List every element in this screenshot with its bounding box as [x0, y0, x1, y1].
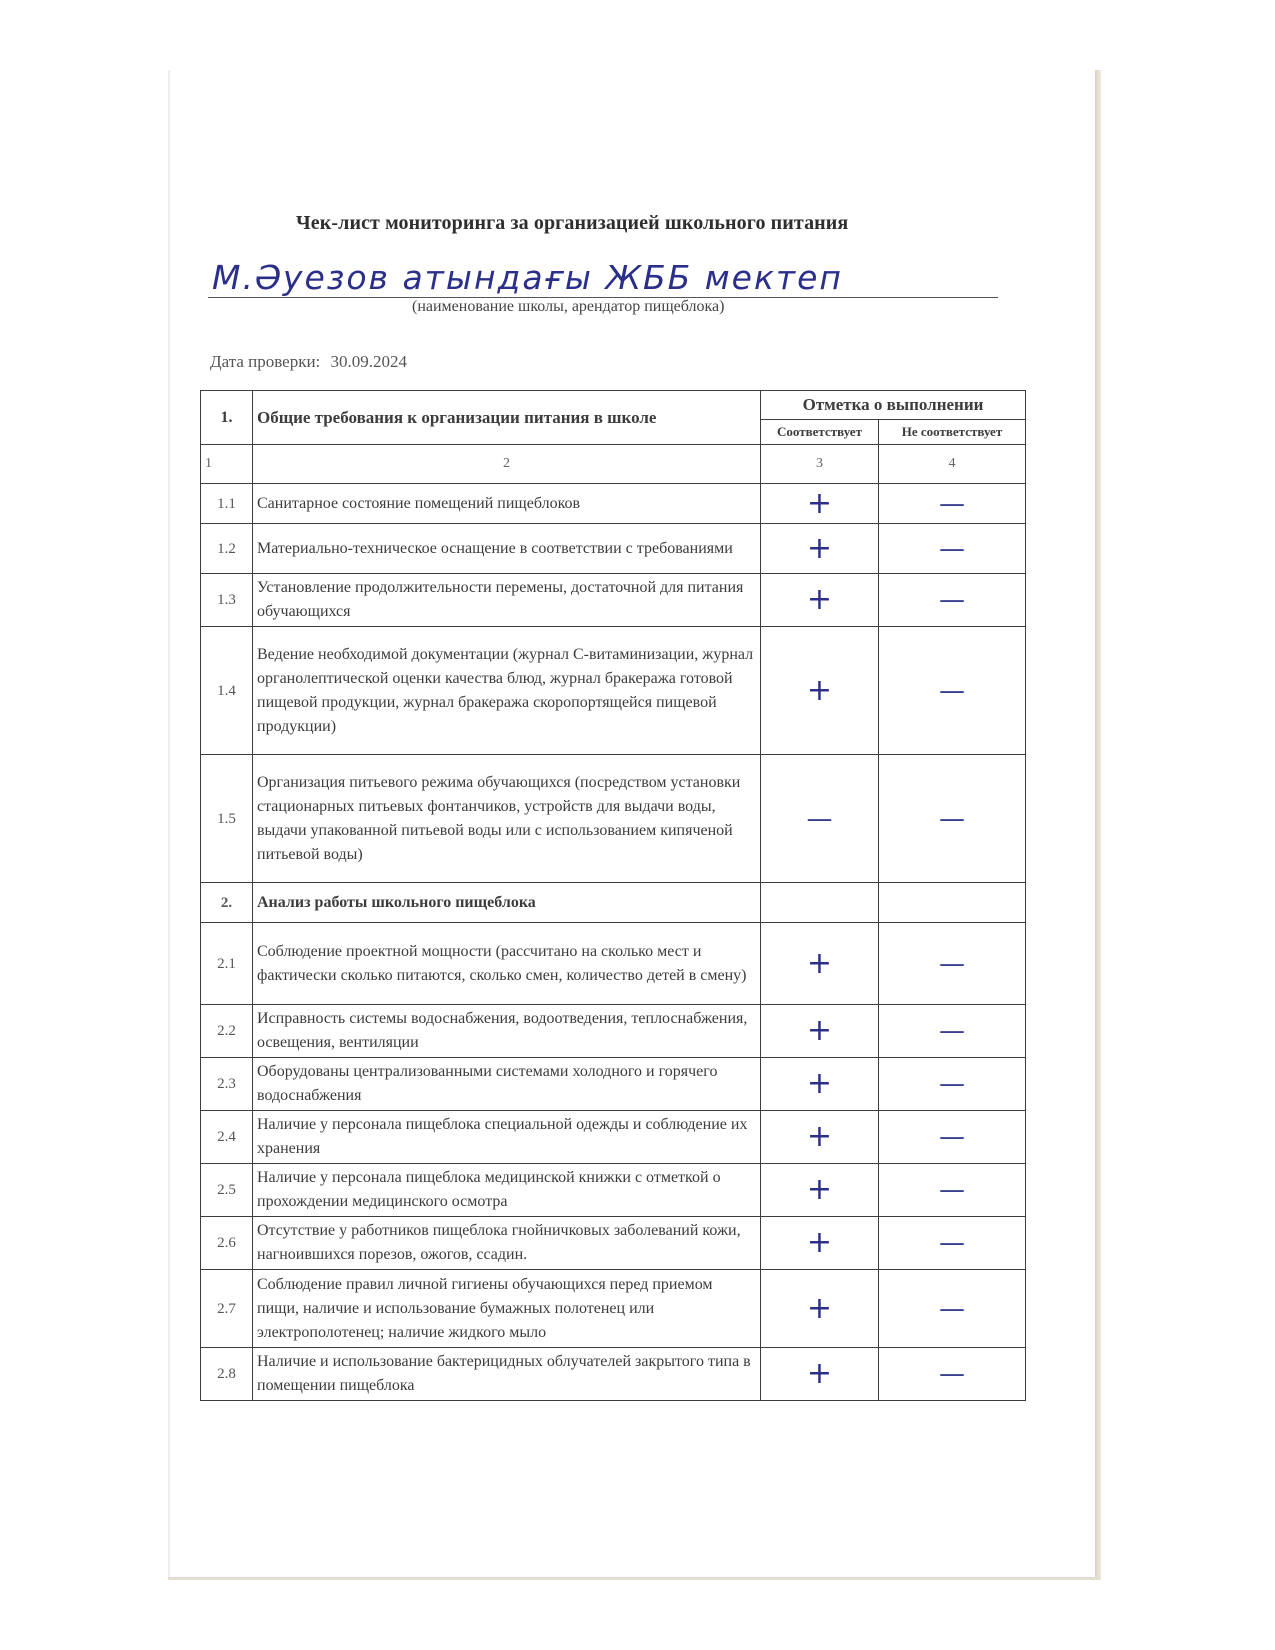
row-requirement: Материально-техническое оснащение в соответствии с требованиями — [253, 524, 761, 574]
not-complies-mark: — — [879, 923, 1026, 1005]
complies-mark: + — [761, 1270, 879, 1348]
not-complies-mark: — — [879, 1270, 1026, 1348]
row-number: 2.6 — [201, 1217, 253, 1270]
empty-cell — [879, 883, 1026, 923]
complies-header: Соответствует — [761, 420, 879, 445]
section-title: Общие требования к организации питания в школе — [253, 391, 761, 445]
row-number: 2.2 — [201, 1005, 253, 1058]
complies-mark: + — [761, 574, 879, 627]
scan-shadow-bottom — [168, 1577, 1098, 1580]
row-requirement: Установление продолжительности перемены, достаточной для питания обучающихся — [253, 574, 761, 627]
row-requirement: Отсутствие у работников пищеблока гнойничковых заболеваний кожи, нагноившихся порезов, ожогов, ссадин. — [253, 1217, 761, 1270]
column-number: 2 — [253, 445, 761, 484]
not-complies-mark: — — [879, 1348, 1026, 1401]
not-complies-mark: — — [879, 1217, 1026, 1270]
row-number: 2.1 — [201, 923, 253, 1005]
table-row — [201, 1164, 1026, 1217]
row-number: 2.4 — [201, 1111, 253, 1164]
table-row — [201, 1005, 1026, 1058]
row-number: 1.5 — [201, 755, 253, 883]
inspection-date — [210, 352, 407, 372]
row-requirement: Санитарное состояние помещений пищеблоков — [253, 484, 761, 524]
school-name-handwritten: М.Әуезов атындағы ЖББ мектеп — [212, 258, 844, 297]
row-requirement: Наличие у персонала пищеблока медицинской книжки с отметкой о прохождении медицинского осмотра — [253, 1164, 761, 1217]
empty-cell — [761, 883, 879, 923]
row-number: 1.4 — [201, 627, 253, 755]
row-number: 2.7 — [201, 1270, 253, 1348]
row-requirement: Организация питьевого режима обучающихся (посредством установки стационарных питьевых фонтанчиков, устройств для выдачи воды, выдачи упакованной питьевой воды или с использованием кипяченой питьевой воды) — [253, 755, 761, 883]
date-label: Дата проверки: — [210, 352, 321, 371]
table-row — [201, 484, 1026, 524]
row-requirement: Соблюдение проектной мощности (рассчитано на сколько мест и фактически сколько питаются, сколько смен, количество детей в смену) — [253, 923, 761, 1005]
scan-shadow-left — [168, 70, 171, 1580]
school-caption: (наименование школы, арендатор пищеблока) — [412, 298, 725, 315]
date-value: 30.09.2024 — [330, 352, 408, 371]
column-number: 3 — [761, 445, 879, 484]
not-complies-mark: — — [879, 1058, 1026, 1111]
complies-mark: + — [761, 1217, 879, 1270]
section-2-number: 2. — [201, 883, 253, 923]
not-complies-mark: — — [879, 1164, 1026, 1217]
table-row — [201, 1270, 1026, 1348]
complies-mark: + — [761, 1164, 879, 1217]
row-requirement: Наличие у персонала пищеблока специальной одежды и соблюдение их хранения — [253, 1111, 761, 1164]
not-complies-mark: — — [879, 574, 1026, 627]
complies-mark: — — [761, 755, 879, 883]
table-row — [201, 574, 1026, 627]
row-number: 1.2 — [201, 524, 253, 574]
table-row — [201, 524, 1026, 574]
row-number: 2.3 — [201, 1058, 253, 1111]
row-number: 1.3 — [201, 574, 253, 627]
column-number: 4 — [879, 445, 1026, 484]
not-complies-mark: — — [879, 1005, 1026, 1058]
column-number-row — [201, 445, 1026, 484]
row-requirement: Соблюдение правил личной гигиены обучающихся перед приемом пищи, наличие и использование бумажных полотенец или электрополотенец; наличие жидкого мыло — [253, 1270, 761, 1348]
mark-header: Отметка о выполнении — [761, 391, 1026, 420]
not-complies-header: Не соответствует — [879, 420, 1026, 445]
not-complies-mark: — — [879, 755, 1026, 883]
table-row — [201, 1348, 1026, 1401]
row-number: 2.5 — [201, 1164, 253, 1217]
checklist-table — [200, 390, 1026, 1401]
table-row — [201, 755, 1026, 883]
row-number: 1.1 — [201, 484, 253, 524]
table-header-row — [201, 391, 1026, 420]
table-row — [201, 1217, 1026, 1270]
not-complies-mark: — — [879, 484, 1026, 524]
not-complies-mark: — — [879, 627, 1026, 755]
row-requirement: Исправность системы водоснабжения, водоотведения, теплоснабжения, освещения, вентиляции — [253, 1005, 761, 1058]
complies-mark: + — [761, 923, 879, 1005]
complies-mark: + — [761, 1005, 879, 1058]
complies-mark: + — [761, 627, 879, 755]
complies-mark: + — [761, 484, 879, 524]
table-row — [201, 1111, 1026, 1164]
table-row — [201, 1058, 1026, 1111]
not-complies-mark: — — [879, 1111, 1026, 1164]
complies-mark: + — [761, 1111, 879, 1164]
scan-shadow-right — [1095, 70, 1101, 1580]
table-row — [201, 627, 1026, 755]
table-row — [201, 923, 1026, 1005]
section-2-row — [201, 883, 1026, 923]
section-2-title: Анализ работы школьного пищеблока — [253, 883, 761, 923]
not-complies-mark: — — [879, 524, 1026, 574]
row-number: 2.8 — [201, 1348, 253, 1401]
row-requirement: Оборудованы централизованными системами холодного и горячего водоснабжения — [253, 1058, 761, 1111]
document-title: Чек-лист мониторинга за организацией школьного питания — [296, 212, 849, 234]
column-number: 1 — [201, 445, 253, 484]
complies-mark: + — [761, 1058, 879, 1111]
complies-mark: + — [761, 1348, 879, 1401]
row-requirement: Ведение необходимой документации (журнал С-витаминизации, журнал органолептической оценки качества блюд, журнал бракеража готовой пищевой продукции, журнал бракеража скоропортящейся пищевой продукции) — [253, 627, 761, 755]
complies-mark: + — [761, 524, 879, 574]
section-number: 1. — [201, 391, 253, 445]
row-requirement: Наличие и использование бактерицидных облучателей закрытого типа в помещении пищеблока — [253, 1348, 761, 1401]
